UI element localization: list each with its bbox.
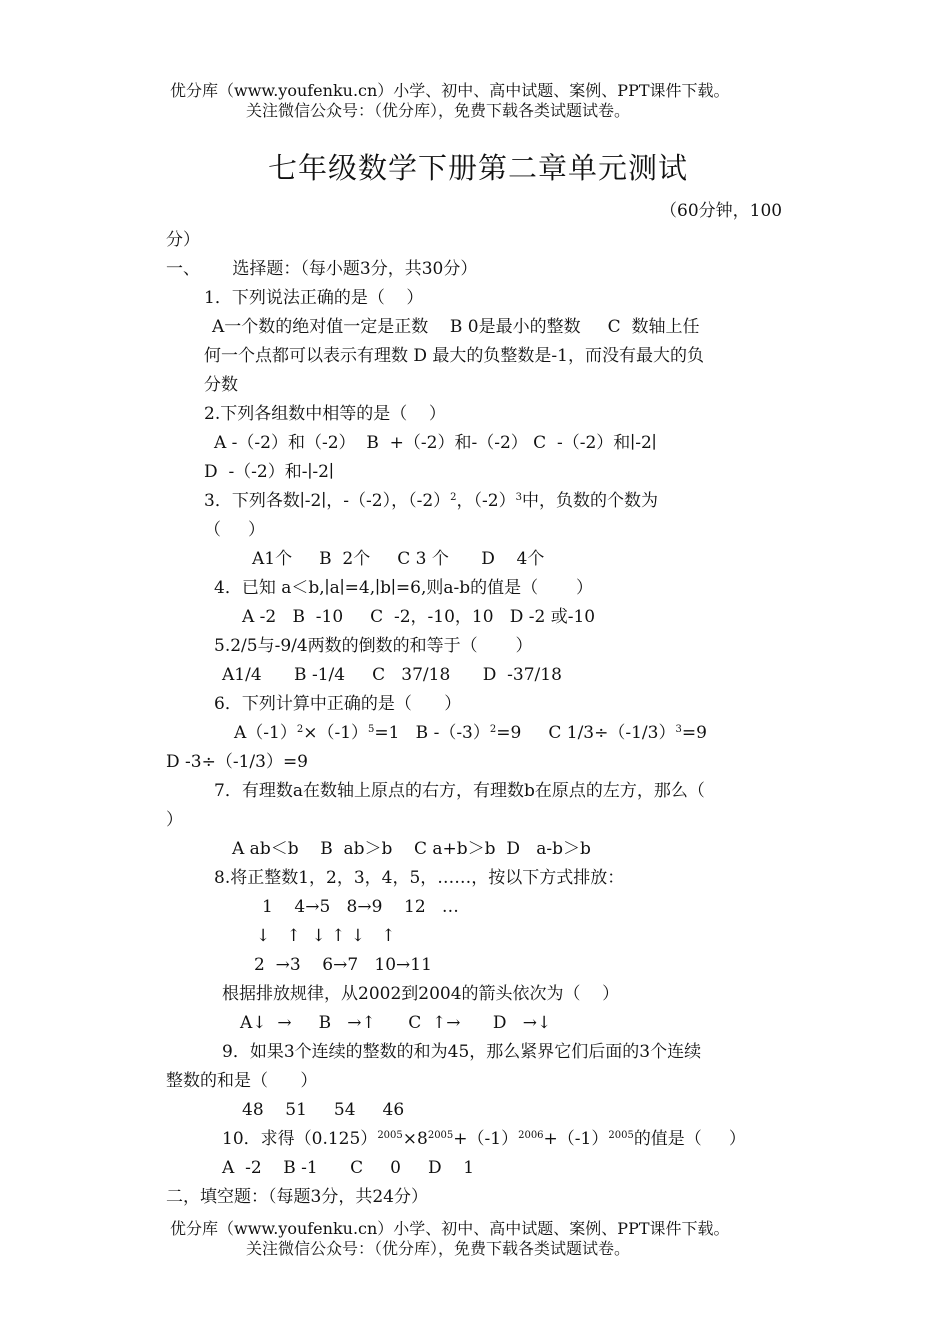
section-2-heading: 二，填空题：（每题3分，共24分）: [166, 1187, 428, 1207]
q8-question: 根据排放规律，从2002到2004的箭头依次为（ ）: [222, 984, 620, 1004]
q1-options-line-2: 何一个点都可以表示有理数 D 最大的负整数是-1，而没有最大的负: [204, 346, 704, 366]
q8-options: A↓ → B →↑ C ↑→ D →↓: [240, 1013, 552, 1033]
q6-options-line-1: $A(-1)^2\times(-1)^5=1$ B $-(-3)^2=9$ C $1/3\div(-1/3)^3=9$: [234, 723, 707, 743]
q10-options: A -2 B -1 C 0 D 1: [222, 1158, 475, 1178]
q3-options: A1个 B 2个 C 3 个 D 4个: [252, 549, 545, 569]
header-line-2: 关注微信公众号：（优分库），免费下载各类试题试卷。: [246, 101, 631, 120]
section-1-heading: 一、 选择题：（每小题3分，共30分）: [166, 259, 478, 279]
q1-options-line-1: A一个数的绝对值一定是正数 B 0是最小的整数 C 数轴上任: [212, 317, 700, 337]
q10-stem: 10．求得$(0.125)^{2005}\times 8^{2005}+(-1)^{2006}+(-1)^{2005}$的值是（ ）: [222, 1129, 746, 1149]
q3-stem: 3．下列各数∣-2∣，-（-2），$(-2)^2$，$(-2)^3$中，负数的个数为: [204, 491, 658, 511]
q9-stem-line-2: 整数的和是（ ）: [166, 1071, 318, 1091]
q9-options: 48 51 54 46: [242, 1100, 405, 1120]
q3-stem-line-2: （ ）: [204, 520, 266, 540]
q4-options: A -2 B -10 C -2，-10，10 D -2 或-10: [242, 607, 596, 627]
q6-stem: 6．下列计算中正确的是（ ）: [214, 694, 462, 714]
q8-arrangement-row-1: 1 4→5 8→9 12 …: [262, 897, 459, 917]
footer-line-1: 优分库（www.youfenku.cn）小学、初中、高中试题、案例、PPT课件下载。: [170, 1219, 730, 1238]
q8-arrangement-row-2: ↓ ↑ ↓ ↑ ↓ ↑: [256, 926, 396, 946]
q9-stem: 9．如果3个连续的整数的和为45，那么紧界它们后面的3个连续: [222, 1042, 702, 1062]
q8-arrangement-row-3: 2 →3 6→7 10→11: [254, 955, 432, 975]
q2-options-line-1: A -（-2）和（-2） B +（-2）和-（-2） C -（-2）和∣-2∣: [214, 433, 657, 453]
footer-line-2: 关注微信公众号：（优分库），免费下载各类试题试卷。: [246, 1239, 631, 1258]
q4-stem: 4．已知 a＜b,∣a∣=4,∣b∣=6,则a-b的值是（ ）: [214, 578, 593, 598]
q8-stem: 8.将正整数1，2，3，4，5，……，按以下方式排放：: [214, 868, 625, 888]
page-title: 七年级数学下册第二章单元测试: [268, 151, 689, 185]
q2-options-line-2: D -（-2）和-∣-2∣: [204, 462, 334, 482]
q6-options-line-2: D -3÷（-1/3）=9: [166, 752, 309, 772]
q1-stem: 1．下列说法正确的是（ ）: [204, 288, 424, 308]
q2-stem: 2.下列各组数中相等的是（ ）: [204, 404, 446, 424]
q7-stem-line-2: ）: [166, 810, 183, 830]
subtitle-continued: 分）: [166, 230, 200, 250]
q5-stem: 5.2/5与-9/4两数的倒数的和等于（ ）: [214, 636, 533, 656]
subtitle-time-score: （60分钟，100: [660, 201, 783, 221]
q5-options: A1/4 B -1/4 C 37/18 D -37/18: [222, 665, 562, 685]
header-line-1: 优分库（www.youfenku.cn）小学、初中、高中试题、案例、PPT课件下载。: [170, 81, 730, 100]
q7-options: A ab＜b B ab＞b C a+b＞b D a-b＞b: [232, 839, 591, 859]
q7-stem: 7．有理数a在数轴上原点的右方，有理数b在原点的左方，那么（: [214, 781, 705, 801]
q1-options-line-3: 分数: [204, 375, 238, 395]
